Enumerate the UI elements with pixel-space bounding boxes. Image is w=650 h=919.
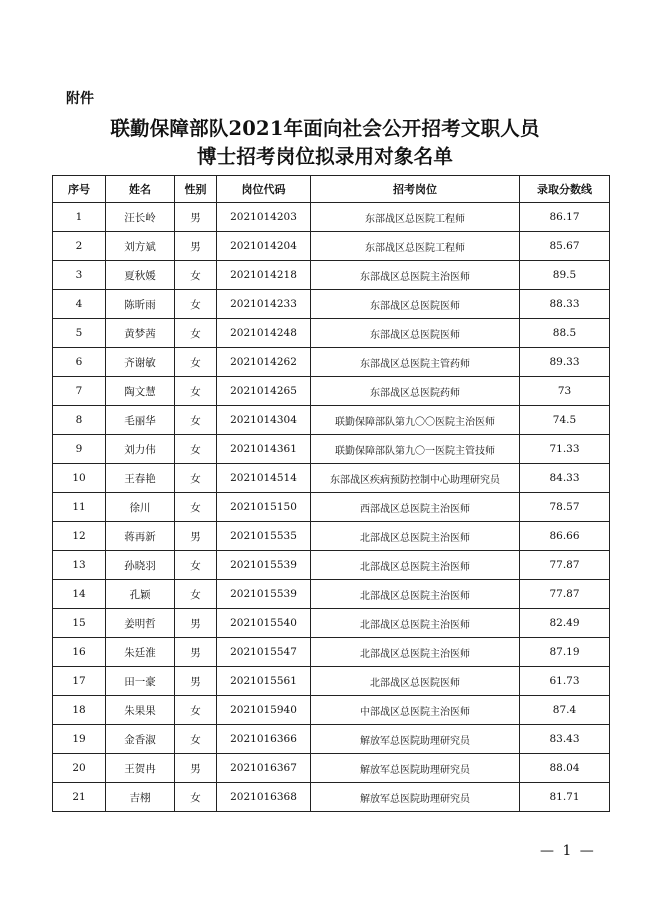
cell-gender: 女 <box>175 464 217 493</box>
cell-name: 孙晓羽 <box>106 551 175 580</box>
cell-gender: 女 <box>175 493 217 522</box>
cell-index: 19 <box>53 725 106 754</box>
cell-score: 87.19 <box>520 638 610 667</box>
cell-position: 解放军总医院助理研究员 <box>311 754 520 783</box>
cell-score: 88.04 <box>520 754 610 783</box>
table-row <box>53 232 610 261</box>
cell-position: 东部战区总医院工程师 <box>311 232 520 261</box>
cell-position: 北部战区总医院医师 <box>311 667 520 696</box>
cell-score: 84.33 <box>520 464 610 493</box>
table-row <box>53 609 610 638</box>
cell-name: 王贺冉 <box>106 754 175 783</box>
cell-position-code: 2021014233 <box>217 290 311 319</box>
table-row <box>53 348 610 377</box>
cell-position: 联勤保障部队第九〇〇医院主治医师 <box>311 406 520 435</box>
cell-gender: 女 <box>175 696 217 725</box>
cell-index: 3 <box>53 261 106 290</box>
cell-position-code: 2021015547 <box>217 638 311 667</box>
cell-score: 86.66 <box>520 522 610 551</box>
cell-position: 解放军总医院助理研究员 <box>311 725 520 754</box>
table-row <box>53 464 610 493</box>
cell-position: 中部战区总医院主治医师 <box>311 696 520 725</box>
cell-position: 北部战区总医院主治医师 <box>311 638 520 667</box>
table-body <box>53 203 610 812</box>
table-row <box>53 638 610 667</box>
cell-name: 朱廷淮 <box>106 638 175 667</box>
table-row <box>53 435 610 464</box>
cell-name: 夏秋媛 <box>106 261 175 290</box>
cell-index: 7 <box>53 377 106 406</box>
header-score: 录取分数线 <box>520 176 610 203</box>
cell-position-code: 2021014304 <box>217 406 311 435</box>
cell-position: 东部战区总医院主治医师 <box>311 261 520 290</box>
cell-score: 86.17 <box>520 203 610 232</box>
cell-gender: 男 <box>175 522 217 551</box>
header-index: 序号 <box>53 176 106 203</box>
table-row <box>53 580 610 609</box>
cell-gender: 女 <box>175 348 217 377</box>
cell-index: 2 <box>53 232 106 261</box>
cell-position-code: 2021015539 <box>217 551 311 580</box>
cell-gender: 女 <box>175 406 217 435</box>
table-row <box>53 377 610 406</box>
cell-position: 东部战区总医院医师 <box>311 290 520 319</box>
cell-score: 89.5 <box>520 261 610 290</box>
cell-position: 北部战区总医院主治医师 <box>311 580 520 609</box>
cell-name: 金香淑 <box>106 725 175 754</box>
cell-position-code: 2021014204 <box>217 232 311 261</box>
attachment-label: 附件 <box>66 91 94 107</box>
table-row <box>53 696 610 725</box>
document-title-line2: 博士招考岗位拟录用对象名单 <box>196 145 454 168</box>
cell-score: 83.43 <box>520 725 610 754</box>
cell-index: 9 <box>53 435 106 464</box>
cell-position: 东部战区总医院药师 <box>311 377 520 406</box>
cell-index: 12 <box>53 522 106 551</box>
cell-name: 吉栩 <box>106 783 175 812</box>
cell-score: 81.71 <box>520 783 610 812</box>
table-row <box>53 754 610 783</box>
table-row <box>53 551 610 580</box>
cell-score: 71.33 <box>520 435 610 464</box>
cell-score: 77.87 <box>520 551 610 580</box>
cell-index: 14 <box>53 580 106 609</box>
cell-index: 18 <box>53 696 106 725</box>
cell-gender: 男 <box>175 754 217 783</box>
cell-position-code: 2021015150 <box>217 493 311 522</box>
cell-score: 88.33 <box>520 290 610 319</box>
table-row <box>53 522 610 551</box>
cell-name: 蒋再新 <box>106 522 175 551</box>
cell-index: 1 <box>53 203 106 232</box>
cell-index: 10 <box>53 464 106 493</box>
cell-name: 毛丽华 <box>106 406 175 435</box>
header-position: 招考岗位 <box>311 176 520 203</box>
cell-gender: 女 <box>175 290 217 319</box>
cell-name: 黄梦茜 <box>106 319 175 348</box>
cell-score: 78.57 <box>520 493 610 522</box>
cell-position-code: 2021014514 <box>217 464 311 493</box>
cell-index: 5 <box>53 319 106 348</box>
cell-position: 东部战区总医院医师 <box>311 319 520 348</box>
cell-gender: 女 <box>175 783 217 812</box>
cell-name: 朱果果 <box>106 696 175 725</box>
cell-score: 74.5 <box>520 406 610 435</box>
table-row <box>53 203 610 232</box>
cell-index: 17 <box>53 667 106 696</box>
cell-position: 联勤保障部队第九〇一医院主管技师 <box>311 435 520 464</box>
cell-score: 87.4 <box>520 696 610 725</box>
cell-position-code: 2021015561 <box>217 667 311 696</box>
cell-position-code: 2021015539 <box>217 580 311 609</box>
cell-index: 21 <box>53 783 106 812</box>
cell-gender: 女 <box>175 435 217 464</box>
cell-score: 82.49 <box>520 609 610 638</box>
document-title-line1: 联勤保障部队2021年面向社会公开招考文职人员 <box>110 117 540 140</box>
cell-position-code: 2021015540 <box>217 609 311 638</box>
cell-gender: 男 <box>175 203 217 232</box>
table-row <box>53 406 610 435</box>
cell-gender: 男 <box>175 609 217 638</box>
cell-name: 徐川 <box>106 493 175 522</box>
table-row <box>53 667 610 696</box>
cell-position: 西部战区总医院主治医师 <box>311 493 520 522</box>
cell-name: 陶文慧 <box>106 377 175 406</box>
cell-name: 齐谢敏 <box>106 348 175 377</box>
cell-position: 解放军总医院助理研究员 <box>311 783 520 812</box>
cell-index: 16 <box>53 638 106 667</box>
cell-position: 东部战区总医院工程师 <box>311 203 520 232</box>
header-position-code: 岗位代码 <box>217 176 311 203</box>
cell-score: 88.5 <box>520 319 610 348</box>
cell-position-code: 2021014262 <box>217 348 311 377</box>
cell-position-code: 2021014203 <box>217 203 311 232</box>
cell-index: 11 <box>53 493 106 522</box>
cell-score: 73 <box>520 377 610 406</box>
cell-score: 89.33 <box>520 348 610 377</box>
cell-gender: 女 <box>175 725 217 754</box>
cell-index: 6 <box>53 348 106 377</box>
table-row <box>53 783 610 812</box>
cell-position-code: 2021015535 <box>217 522 311 551</box>
cell-gender: 女 <box>175 319 217 348</box>
cell-gender: 男 <box>175 638 217 667</box>
cell-gender: 男 <box>175 667 217 696</box>
cell-position-code: 2021016367 <box>217 754 311 783</box>
cell-gender: 女 <box>175 261 217 290</box>
cell-position: 北部战区总医院主治医师 <box>311 609 520 638</box>
header-name: 姓名 <box>106 176 175 203</box>
cell-gender: 男 <box>175 232 217 261</box>
table-row <box>53 725 610 754</box>
cell-name: 孔颖 <box>106 580 175 609</box>
cell-position: 东部战区总医院主管药师 <box>311 348 520 377</box>
cell-name: 汪长岭 <box>106 203 175 232</box>
cell-name: 田一豪 <box>106 667 175 696</box>
cell-gender: 女 <box>175 580 217 609</box>
cell-name: 王春艳 <box>106 464 175 493</box>
cell-position: 东部战区疾病预防控制中心助理研究员 <box>311 464 520 493</box>
cell-score: 85.67 <box>520 232 610 261</box>
cell-index: 8 <box>53 406 106 435</box>
cell-position: 北部战区总医院主治医师 <box>311 551 520 580</box>
cell-position-code: 2021014218 <box>217 261 311 290</box>
cell-position: 北部战区总医院主治医师 <box>311 522 520 551</box>
cell-index: 4 <box>53 290 106 319</box>
candidate-table <box>52 175 610 812</box>
cell-score: 61.73 <box>520 667 610 696</box>
table-row <box>53 290 610 319</box>
table-row <box>53 261 610 290</box>
table-header-row <box>53 176 610 203</box>
cell-position-code: 2021014265 <box>217 377 311 406</box>
cell-gender: 女 <box>175 551 217 580</box>
cell-name: 刘方斌 <box>106 232 175 261</box>
cell-position-code: 2021015940 <box>217 696 311 725</box>
cell-index: 13 <box>53 551 106 580</box>
cell-index: 20 <box>53 754 106 783</box>
cell-position-code: 2021014248 <box>217 319 311 348</box>
cell-position-code: 2021016368 <box>217 783 311 812</box>
cell-position-code: 2021016366 <box>217 725 311 754</box>
cell-name: 刘力伟 <box>106 435 175 464</box>
cell-name: 姜明哲 <box>106 609 175 638</box>
cell-position-code: 2021014361 <box>217 435 311 464</box>
cell-score: 77.87 <box>520 580 610 609</box>
cell-name: 陈昕雨 <box>106 290 175 319</box>
table-row <box>53 319 610 348</box>
cell-index: 15 <box>53 609 106 638</box>
page-number: — 1 — <box>540 843 596 859</box>
header-gender: 性别 <box>175 176 217 203</box>
cell-gender: 女 <box>175 377 217 406</box>
table-row <box>53 493 610 522</box>
